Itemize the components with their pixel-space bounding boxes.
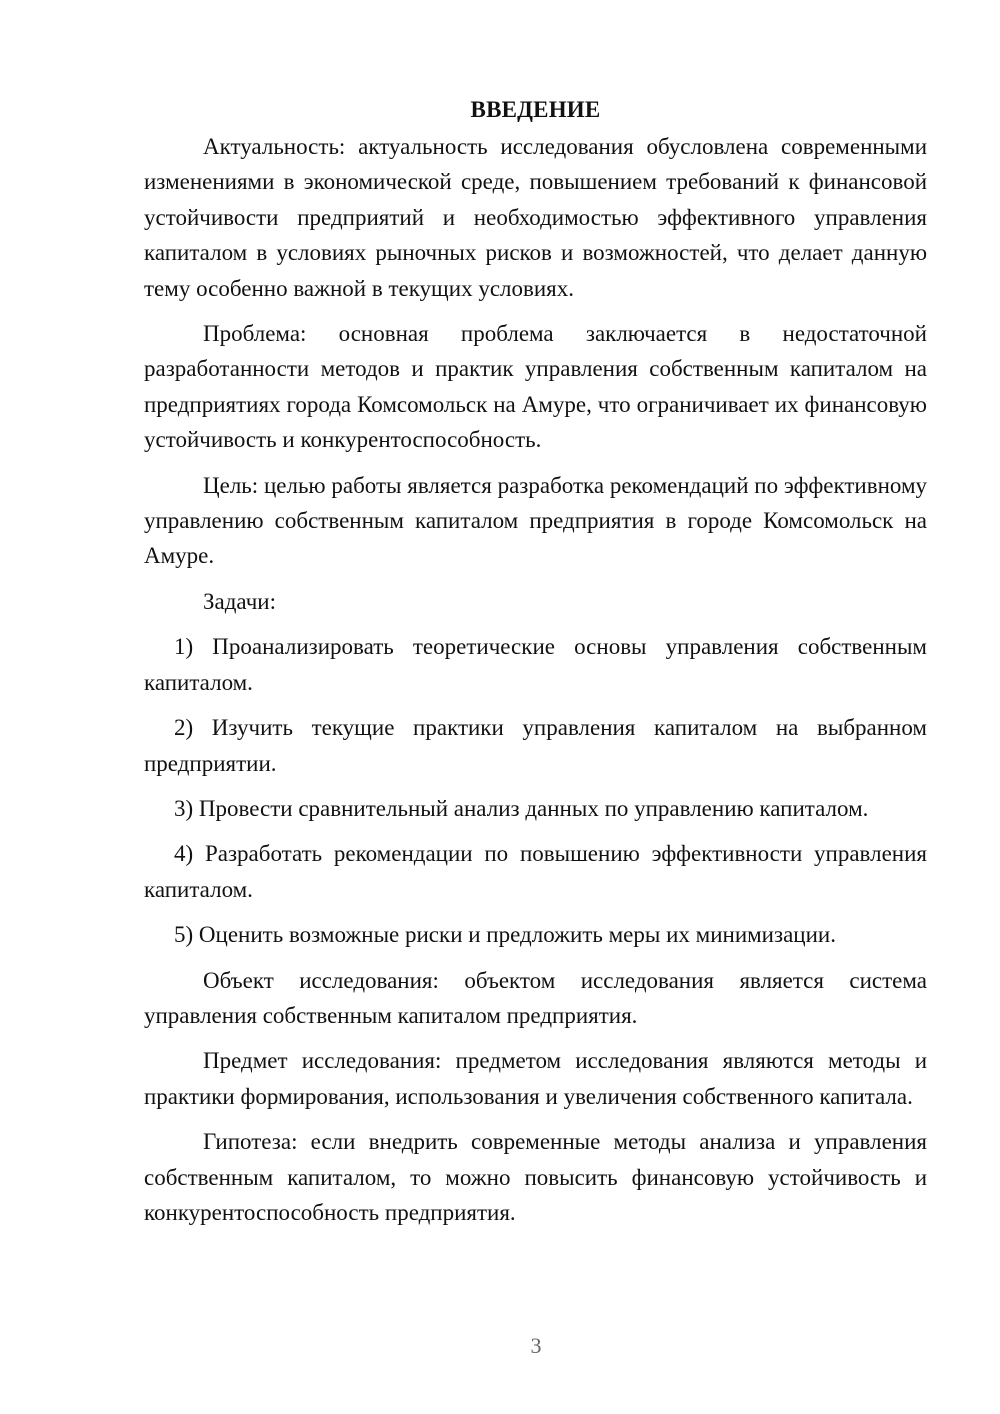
task-item-3: 3) Провести сравнительный анализ данных по управлению капиталом. bbox=[174, 795, 869, 821]
page-number: 3 bbox=[530, 1333, 542, 1358]
task-item-2: 2) Изучить текущие практики управления капиталом на выбранном предприятии. bbox=[144, 715, 927, 776]
paragraph-problem: Проблема: основная проблема заключается в недостаточной разработанности методов и практик управления собственным капиталом на предприятиях города Комсомольск на Амуре, что ограничивает их финансовую устойчивость и конкурентоспособность. bbox=[144, 321, 927, 453]
task-item-4: 4) Разработать рекомендации по повышению эффективности управления капиталом. bbox=[144, 841, 927, 902]
task-item-5: 5) Оценить возможные риски и предложить меры их минимизации. bbox=[174, 922, 836, 948]
section-heading: ВВЕДЕНИЕ bbox=[470, 97, 601, 122]
document-page bbox=[144, 92, 927, 1240]
paragraph-relevance: Актуальность: актуальность исследования обусловлена современными изменениями в экономической среде, повышением требований к финансовой устойчивости предприятий и необходимостью эффективного управления капиталом в условиях рыночных рисков и возможностей, что делает данную тему особенно важной в текущих условиях. bbox=[144, 134, 927, 301]
paragraph-goal: Цель: целью работы является разработка рекомендаций по эффективному управлению собственным капиталом предприятия в городе Комсомольск на Амуре. bbox=[144, 472, 927, 569]
paragraph-hypothesis: Гипотеза: если внедрить современные методы анализа и управления собственным капиталом, то можно повысить финансовую устойчивость и конкурентоспособность предприятия. bbox=[144, 1129, 927, 1225]
paragraph-subject: Предмет исследования: предметом исследования являются методы и практики формирования, использования и увеличения собственного капитала. bbox=[144, 1048, 927, 1109]
paragraph-object: Объект исследования: объектом исследования является система управления собственным капиталом предприятия. bbox=[144, 967, 927, 1028]
tasks-label: Задачи: bbox=[203, 588, 276, 614]
task-item-1: 1) Проанализировать теоретические основы управления собственным капиталом. bbox=[144, 634, 927, 695]
